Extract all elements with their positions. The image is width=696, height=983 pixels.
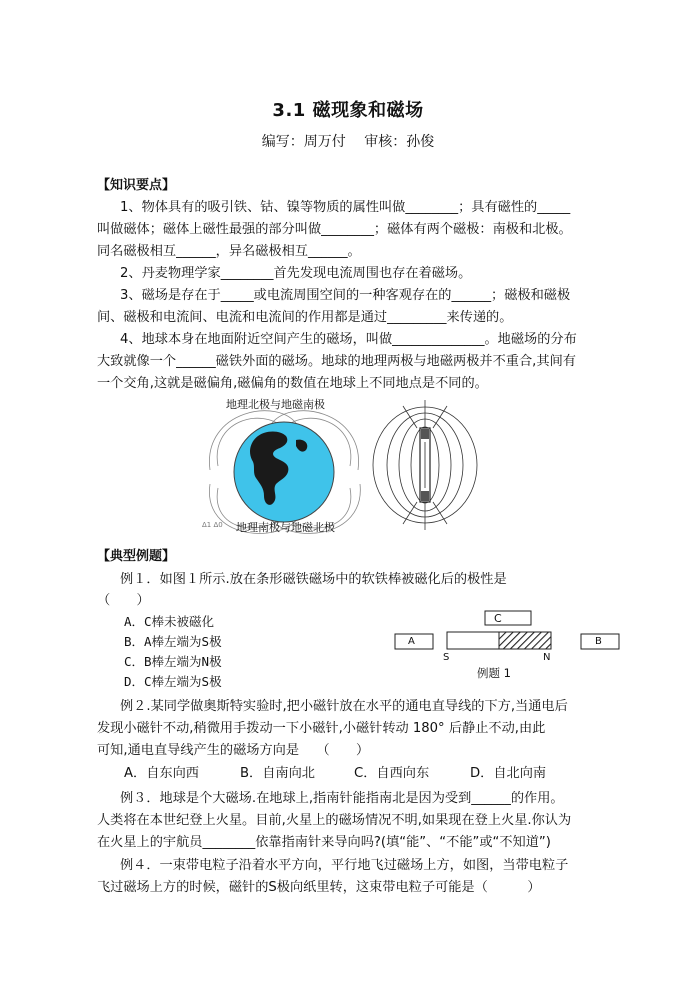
knowledge-line: 叫做磁体；磁体上磁性最强的部分叫做________；磁体有两个磁极：南极和北极。	[97, 222, 572, 237]
example4-line: 例４．一束带电粒子沿着水平方向，平行地飞过磁场上方，如图，当带电粒子	[120, 858, 569, 873]
example1-line: （ ）	[97, 593, 150, 608]
knowledge-line: 2、丹麦物理学家________首先发现电流周围也存在着磁场。	[120, 266, 472, 281]
example3-line: 例３．地球是个大磁场.在地球上,指南针能指南北是因为受到______的作用。	[120, 791, 564, 806]
example1-option: D．C棒左端为S极	[124, 674, 222, 689]
example2-line: 发现小磁针不动,稍微用手拨动一下小磁针,小磁针转动 180° 后静止不动,由此	[97, 721, 546, 736]
example1-figure	[393, 610, 623, 684]
earth-bottom-label: 地理南极与地磁北极	[236, 521, 335, 534]
magnet-n-half	[499, 632, 551, 649]
example2-option: C．自西向东	[354, 766, 430, 781]
example1-option: A．C棒未被磁化	[124, 614, 215, 629]
knowledge-line: 1、物体具有的吸引铁、钴、镍等物质的属性叫做________；具有磁性的_____	[120, 200, 571, 215]
example2-option: D．自北向南	[470, 766, 547, 781]
rod-c-label: C	[494, 612, 502, 625]
example1-caption: 例题 1	[477, 666, 511, 680]
example3-line: 在火星上的宇航员________依靠指南针来导向吗?(填“能”、“不能”或“不知道”)	[97, 835, 551, 850]
example2-option: A．自东向西	[124, 766, 199, 781]
example1-line: 例１．如图１所示.放在条形磁铁磁场中的软铁棒被磁化后的极性是	[120, 572, 507, 587]
section-heading-knowledge: 【知识要点】	[97, 178, 176, 193]
rod-c	[485, 611, 531, 625]
magnet-n-label: N	[543, 652, 551, 663]
page-title: 3.1 磁现象和磁场	[272, 100, 424, 121]
knowledge-line: 3、磁场是存在于_____或电流周围空间的一种客观存在的______；磁极和磁极	[120, 288, 571, 303]
bar-magnet-field-figure	[365, 398, 485, 532]
example4-line: 飞过磁场上方的时候，磁针的S极向纸里转，这束带电粒子可能是（ ）	[97, 880, 541, 895]
example1-option: C．B棒左端为N极	[124, 654, 222, 669]
knowledge-line: 一个交角,这就是磁偏角,磁偏角的数值在地球上不同地点是不同的。	[97, 376, 488, 391]
authors-line: 编写：周万付 审核：孙俊	[261, 134, 435, 150]
magnet-s-label: S	[443, 652, 450, 663]
knowledge-line: 大致就像一个______磁铁外面的磁场。地球的地理两极与地磁两极并不重合,其间有	[97, 354, 576, 369]
magnet-s-half	[447, 632, 499, 649]
earth-magnetic-figure	[200, 392, 365, 537]
rod-b-label: B	[595, 636, 602, 647]
example2-line: 例２.某同学做奥斯特实验时,把小磁针放在水平的通电直导线的下方,当通电后	[120, 699, 568, 714]
earth-corner-label: Δ1 Δ0	[202, 521, 223, 529]
knowledge-line: 同名磁极相互______，异名磁极相互______。	[97, 244, 361, 259]
example3-line: 人类将在本世纪登上火星。目前,火星上的磁场情况不明,如果现在登上火星.你认为	[97, 813, 572, 828]
knowledge-line: 间、磁极和电流间、电流和电流间的作用都是通过_________来传递的。	[97, 310, 513, 325]
section-heading-examples: 【典型例题】	[97, 549, 176, 564]
example1-option: B．A棒左端为S极	[124, 634, 222, 649]
example2-option: B．自南向北	[240, 766, 315, 781]
knowledge-line: 4、地球本身在地面附近空间产生的磁场，叫做______________。地磁场的分布	[120, 332, 577, 347]
earth-top-label: 地理北极与地磁南极	[226, 398, 325, 411]
example2-line: 可知,通电直导线产生的磁场方向是 （ ）	[97, 743, 370, 758]
rod-a-label: A	[408, 636, 415, 647]
earth-globe-drawing	[200, 392, 365, 537]
